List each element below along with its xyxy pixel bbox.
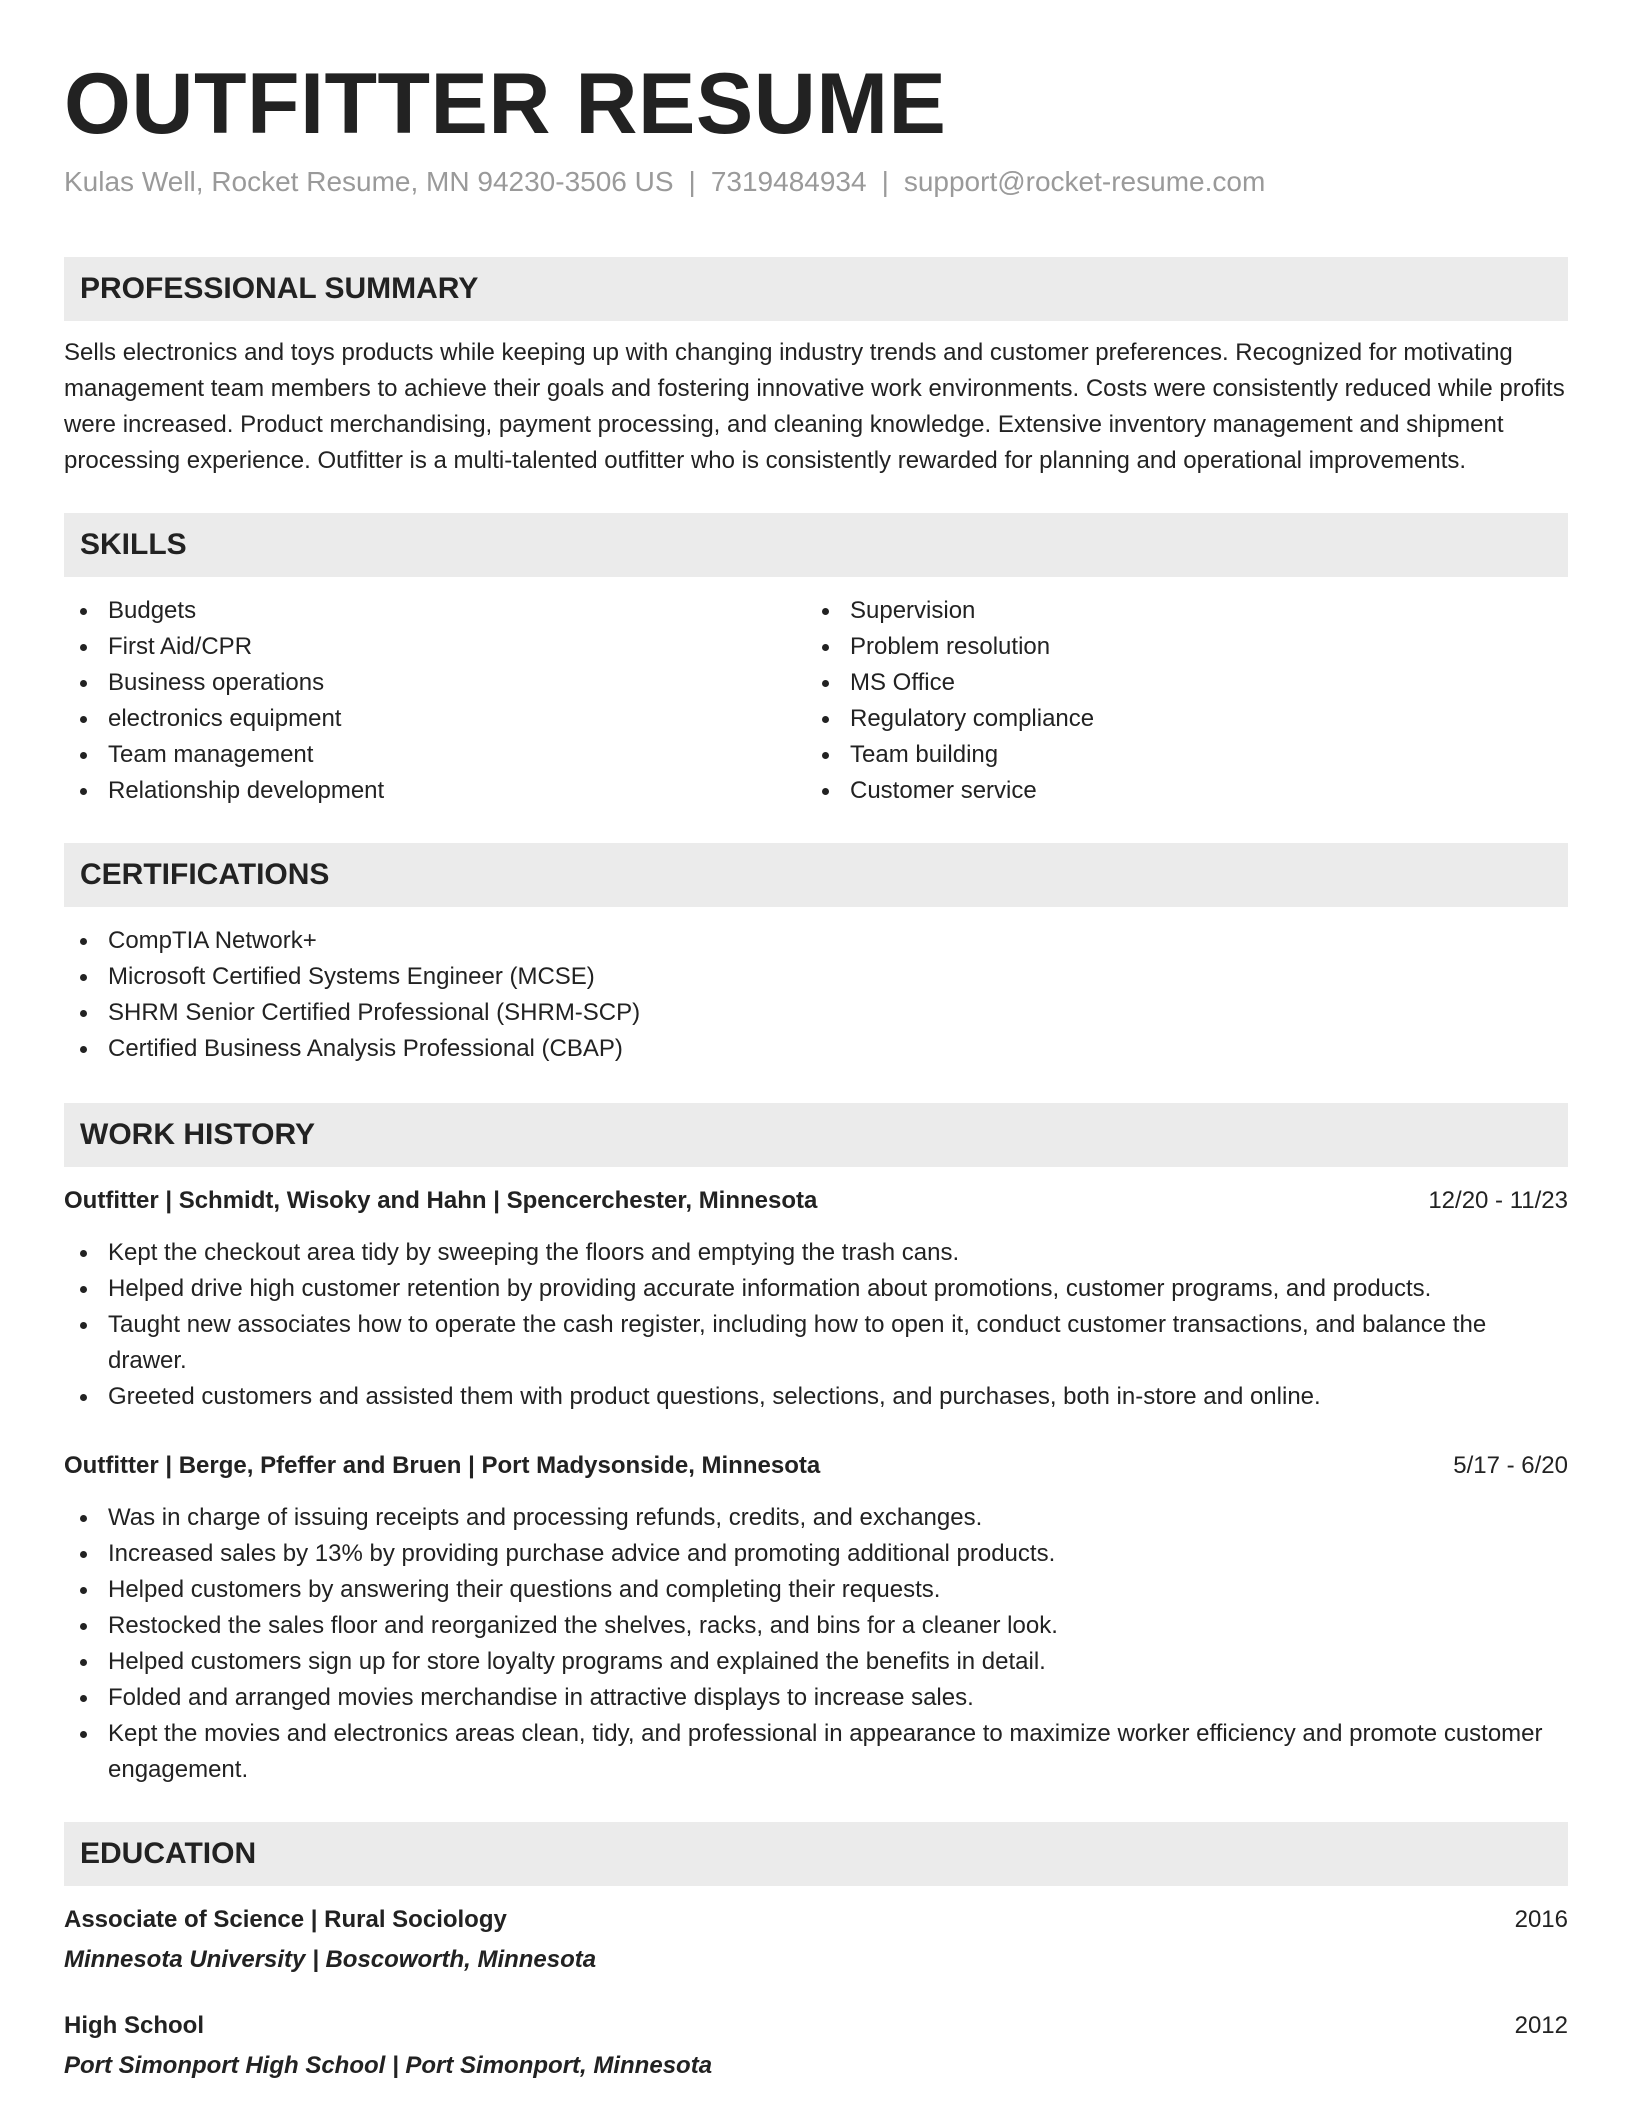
education-school: Port Simonport High School | Port Simonport, Minnesota	[64, 2052, 713, 2079]
job-dates: 12/20 - 11/23	[1428, 1187, 1568, 1214]
education-entry	[64, 2008, 1568, 2084]
job-bullets	[64, 1500, 1568, 1788]
job-bullet: Kept the movies and electronics areas clean, tidy, and professional in appearance to maximize worker efficiency and promote customer engagement.	[64, 1716, 1568, 1788]
skill-item: Relationship development	[64, 773, 806, 809]
skill-item: Business operations	[64, 665, 806, 701]
skill-item: Problem resolution	[806, 629, 1548, 665]
skill-item: electronics equipment	[64, 701, 806, 737]
resume-page	[64, 0, 1568, 2084]
education-degree: High School	[64, 2012, 204, 2039]
skill-item: Team management	[64, 737, 806, 773]
skills-grid	[64, 593, 1568, 809]
job-bullet: Increased sales by 13% by providing purchase advice and promoting additional products.	[64, 1536, 1568, 1572]
job-title: Outfitter | Berge, Pfeffer and Bruen | Port Madysonside, Minnesota	[64, 1452, 821, 1479]
job-bullet: Helped customers by answering their questions and completing their requests.	[64, 1572, 1568, 1608]
skills-list-right	[806, 593, 1548, 809]
certification-item: Microsoft Certified Systems Engineer (MCSE)	[64, 959, 1568, 995]
job-bullet: Kept the checkout area tidy by sweeping the floors and emptying the trash cans.	[64, 1235, 1568, 1271]
skill-item: Budgets	[64, 593, 806, 629]
job-dates: 5/17 - 6/20	[1453, 1452, 1568, 1479]
job-entry	[64, 1183, 1568, 1415]
skill-item: First Aid/CPR	[64, 629, 806, 665]
education-degree: Associate of Science | Rural Sociology	[64, 1906, 507, 1933]
skills-list-left	[64, 593, 806, 809]
skill-item: Customer service	[806, 773, 1548, 809]
education-header	[64, 2008, 1568, 2044]
section-header-certifications: CERTIFICATIONS	[64, 843, 1568, 907]
certification-item: SHRM Senior Certified Professional (SHRM-SCP)	[64, 995, 1568, 1031]
section-header-skills: SKILLS	[64, 513, 1568, 577]
contact-separator: |	[688, 166, 696, 197]
job-bullet: Helped drive high customer retention by providing accurate information about promotions, customer programs, and products.	[64, 1271, 1568, 1307]
job-entry	[64, 1448, 1568, 1788]
job-bullet: Helped customers sign up for store loyalty programs and explained the benefits in detail.	[64, 1644, 1568, 1680]
job-title: Outfitter | Schmidt, Wisoky and Hahn | Spencerchester, Minnesota	[64, 1187, 818, 1214]
contact-separator: |	[881, 166, 889, 197]
education-year: 2016	[1514, 1906, 1568, 1933]
section-header-education: EDUCATION	[64, 1822, 1568, 1886]
contact-address: Kulas Well, Rocket Resume, MN 94230-3506 US	[64, 166, 674, 197]
section-header-summary: PROFESSIONAL SUMMARY	[64, 257, 1568, 321]
job-bullet: Restocked the sales floor and reorganized the shelves, racks, and bins for a cleaner look.	[64, 1608, 1568, 1644]
section-header-work-history: WORK HISTORY	[64, 1103, 1568, 1167]
job-bullet: Was in charge of issuing receipts and processing refunds, credits, and exchanges.	[64, 1500, 1568, 1536]
job-bullets	[64, 1235, 1568, 1415]
education-school: Minnesota University | Boscoworth, Minnesota	[64, 1946, 597, 1973]
job-bullet: Greeted customers and assisted them with product questions, selections, and purchases, both in-store and online.	[64, 1379, 1568, 1415]
skill-item: Team building	[806, 737, 1548, 773]
certifications-list	[64, 923, 1568, 1067]
skill-item: Regulatory compliance	[806, 701, 1548, 737]
contact-email: support@rocket-resume.com	[903, 166, 1266, 197]
contact-line	[64, 162, 1568, 202]
education-header	[64, 1902, 1568, 1938]
education-entry	[64, 1902, 1568, 1978]
job-header	[64, 1448, 1568, 1484]
skill-item: Supervision	[806, 593, 1548, 629]
summary-text: Sells electronics and toys products while keeping up with changing industry trends and customer preferences. Recognized for motivating management team members to achieve their goals and fostering innovative work environments. Costs were consistently reduced while profits were increased. Product merchandising, payment processing, and cleaning knowledge. Extensive inventory management and shipment processing experience. Outfitter is a multi-talented outfitter who is consistently rewarded for planning and operational improvements.	[64, 339, 1565, 474]
education-year: 2012	[1514, 2012, 1568, 2039]
contact-phone: 7319484934	[710, 166, 867, 197]
job-header	[64, 1183, 1568, 1219]
certification-item: Certified Business Analysis Professional (CBAP)	[64, 1031, 1568, 1067]
skill-item: MS Office	[806, 665, 1548, 701]
certification-item: CompTIA Network+	[64, 923, 1568, 959]
resume-title: OUTFITTER RESUME	[64, 56, 947, 152]
job-bullet: Folded and arranged movies merchandise in attractive displays to increase sales.	[64, 1680, 1568, 1716]
job-bullet: Taught new associates how to operate the cash register, including how to open it, conduct customer transactions, and balance the drawer.	[64, 1307, 1568, 1379]
